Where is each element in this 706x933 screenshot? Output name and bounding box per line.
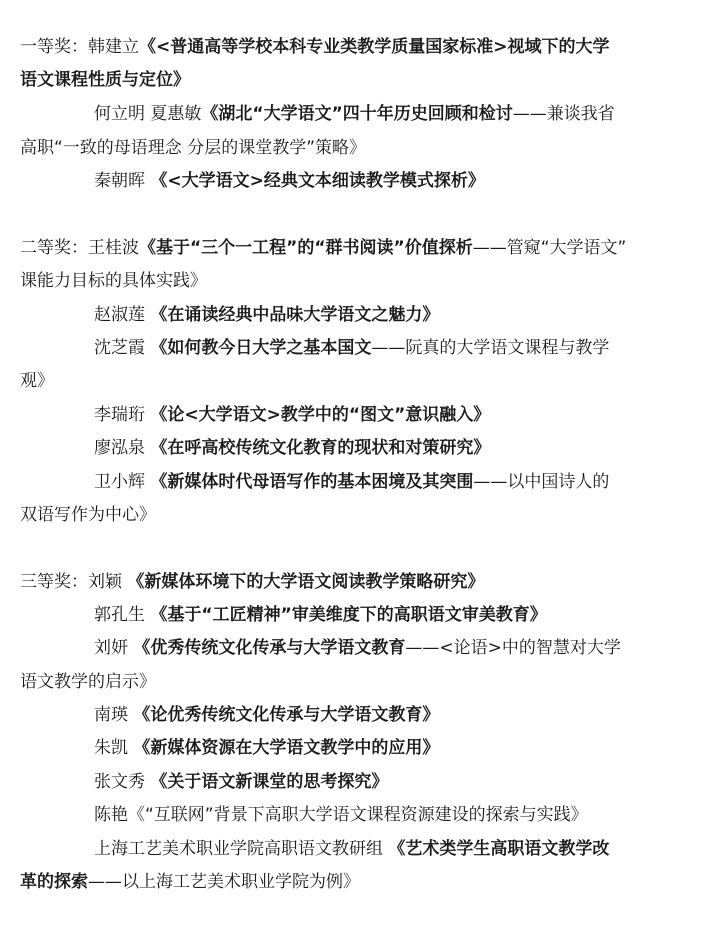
paper-title: 《基于“工匠精神”审美维度下的高职语文审美教育》 [150, 605, 547, 625]
author: 何立明 夏惠敏 [94, 104, 202, 124]
author: 张文秀 [94, 772, 151, 792]
author: 南瑛 [94, 705, 134, 725]
second-prize-entry-6-line-2 [20, 504, 156, 526]
third-prize-entry-1 [20, 571, 484, 593]
third-prize-entry-8-line-1 [94, 838, 609, 860]
paper-subtitle: 语文教学的启示》 [20, 672, 156, 692]
first-prize-entry-2-line-1 [94, 103, 615, 125]
paper-subtitle: ——<论语>中的智慧对大学 [405, 638, 621, 658]
paper-subtitle: 课能力目标的具体实践》 [20, 271, 207, 291]
paper-title: 《基于“三个一工程”的“群书阅读”价值探析 [139, 238, 473, 258]
paper-title: 《湖北“大学语文”四十年历史回顾和检讨 [201, 104, 513, 124]
second-prize-entry-5 [94, 437, 490, 459]
first-prize-entry-1-line-1 [20, 36, 610, 58]
author: 卫小辉 [94, 472, 151, 492]
paper-title: 《新媒体资源在大学语文教学中的应用》 [133, 738, 440, 758]
second-prize-entry-6-line-1 [94, 471, 609, 493]
author: 沈芝霞 [94, 338, 151, 358]
award-level-and-author: 二等奖：王桂波 [20, 238, 139, 258]
second-prize-entry-1-line-2 [20, 270, 207, 292]
paper-subtitle: ——管窥“大学语文” [472, 238, 627, 258]
paper-subtitle: 高职“一致的母语理念 分层的课堂教学”策略》 [20, 138, 367, 158]
paper-title: 《论<大学语文>教学中的“图文”意识融入》 [150, 405, 491, 425]
third-prize-entry-4 [94, 704, 439, 726]
paper-subtitle: ——以中国诗人的 [473, 472, 610, 492]
second-prize-entry-1-line-1 [20, 237, 626, 259]
paper-title: 《优秀传统文化传承与大学语文教育 [133, 638, 406, 658]
paper-title: 《如何教今日大学之基本国文 [150, 338, 372, 358]
first-prize-entry-3 [94, 170, 485, 192]
author: 赵淑莲 [94, 305, 151, 325]
paper-title: 《论优秀传统文化传承与大学语文教育》 [133, 705, 440, 725]
paper-title: 《艺术类学生高职语文教学改 [388, 839, 610, 859]
paper-subtitle: 观》 [20, 371, 54, 391]
third-prize-entry-8-line-2 [20, 871, 360, 893]
paper-title: 《新媒体环境下的大学语文阅读教学策略研究》 [127, 572, 485, 592]
award-level-and-author: 一等奖：韩建立 [20, 37, 139, 57]
paper-subtitle: 双语写作为中心》 [20, 505, 156, 525]
paper-title: 语文课程性质与定位》 [20, 70, 190, 90]
third-prize-entry-7 [94, 804, 588, 826]
paper-subtitle: ——以上海工艺美术职业学院为例》 [88, 872, 360, 892]
paper-title: 《<普通高等学校本科专业类教学质量国家标准>视域下的大学 [139, 37, 610, 57]
paper-subtitle: ——兼谈我省 [512, 104, 615, 124]
paper-subtitle: ——阮真的大学语文课程与教学 [371, 338, 610, 358]
author: 秦朝晖 [94, 171, 151, 191]
author: 刘妍 [94, 638, 134, 658]
third-prize-entry-3-line-1 [94, 637, 621, 659]
third-prize-entry-5 [94, 737, 439, 759]
second-prize-entry-3-line-1 [94, 337, 609, 359]
author: 朱凯 [94, 738, 134, 758]
paper-title: 《<大学语文>经典文本细读教学模式探析》 [150, 171, 485, 191]
author: 上海工艺美术职业学院高职语文教研组 [94, 839, 389, 859]
third-prize-entry-3-line-2 [20, 671, 156, 693]
paper-title: 《在诵读经典中品味大学语文之魅力》 [150, 305, 440, 325]
author: 陈艳 [94, 805, 128, 825]
first-prize-entry-2-line-2 [20, 137, 366, 159]
second-prize-entry-3-line-2 [20, 370, 54, 392]
third-prize-entry-2 [94, 604, 547, 626]
paper-title: 革的探索 [20, 872, 88, 892]
second-prize-entry-2 [94, 304, 439, 326]
paper-title: 《在呼高校传统文化教育的现状和对策研究》 [150, 438, 491, 458]
second-prize-entry-4 [94, 404, 490, 426]
third-prize-entry-6 [94, 771, 388, 793]
author: 李瑞珩 [94, 405, 151, 425]
paper-title: 《关于语文新课堂的思考探究》 [150, 772, 389, 792]
author: 廖泓泉 [94, 438, 151, 458]
paper-title: 《“互联网”背景下高职大学语文课程资源建设的探索与实践》 [128, 805, 588, 825]
paper-title: 《新媒体时代母语写作的基本困境及其突围 [150, 472, 474, 492]
author: 郭孔生 [94, 605, 151, 625]
award-level-and-author: 三等奖：刘颖 [20, 572, 128, 592]
first-prize-entry-1-line-2 [20, 69, 190, 91]
